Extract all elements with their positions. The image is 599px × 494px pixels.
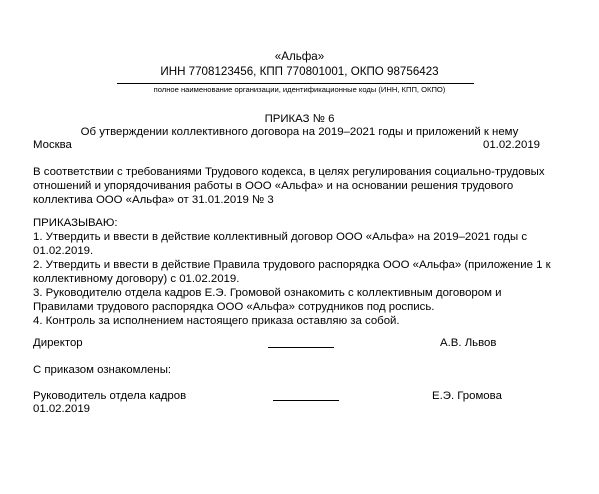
order-subject: Об утверждении коллективного договора на 2019–2021 годы и приложений к нему xyxy=(80,126,519,138)
organization-underline xyxy=(117,83,474,84)
order-title: ПРИКАЗ № 6 xyxy=(264,113,335,125)
preamble xyxy=(33,165,553,207)
decree-item-line: 2. Утвердить и ввести в действие Правила трудового распорядка ООО «Альфа» (приложение 1 к xyxy=(33,259,551,271)
acknowledgement-heading: С приказом ознакомлены: xyxy=(33,364,172,376)
director-signature-line xyxy=(268,347,334,348)
director-role: Директор xyxy=(33,337,83,349)
director-name: А.В. Львов xyxy=(440,337,497,349)
decree-items xyxy=(33,230,563,328)
order-place: Москва xyxy=(33,139,72,151)
hr-signature-date: 01.02.2019 xyxy=(33,403,91,415)
organization-name: «Альфа» xyxy=(274,50,325,63)
organization-caption: полное наименование организации, идентификационные коды (ИНН, КПП, ОКПО) xyxy=(153,85,446,94)
decree-item-line: коллективному договору) с 01.02.2019. xyxy=(33,273,240,285)
preamble-line: отношений и упорядочивания работы в ООО «Альфа» и на основании решения трудового xyxy=(33,180,514,192)
decree-item-line: 01.02.2019. xyxy=(33,245,94,257)
decree-heading: ПРИКАЗЫВАЮ: xyxy=(33,217,118,229)
hr-role: Руководитель отдела кадров xyxy=(33,390,187,402)
hr-name: Е.Э. Громова xyxy=(432,390,502,402)
preamble-line: коллектива ООО «Альфа» от 31.01.2019 № 3 xyxy=(33,194,274,206)
decree-item-line: Правилами трудового распорядка ООО «Альфа» сотрудников под роспись. xyxy=(33,301,435,313)
preamble-line: В соответствии с требованиями Трудового кодекса, в целях регулирования социально-трудовых xyxy=(33,166,545,178)
hr-signature-line xyxy=(273,400,339,401)
organization-codes: ИНН 7708123456, КПП 770801001, ОКПО 98756423 xyxy=(160,65,439,78)
decree-item-line: 1. Утвердить и ввести в действие коллективный договор ООО «Альфа» на 2019–2021 годы с xyxy=(33,231,528,243)
order-date: 01.02.2019 xyxy=(483,139,541,151)
decree-item-line: 4. Контроль за исполнением настоящего приказа оставляю за собой. xyxy=(33,315,400,327)
decree-item-line: 3. Руководителю отдела кадров Е.Э. Громовой ознакомить с коллективным договором и xyxy=(33,287,502,299)
